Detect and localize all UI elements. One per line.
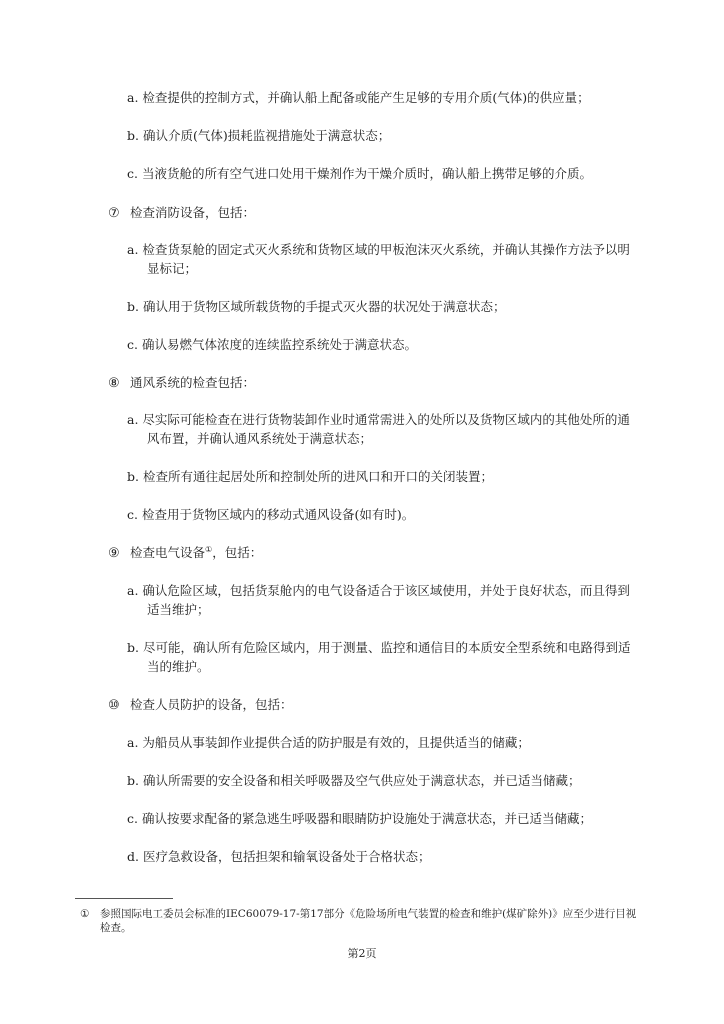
item-b: b. 检查所有通往起居处所和控制处所的进风口和开口的关闭装置； [127, 469, 493, 484]
section-number: ⑦ [108, 206, 120, 221]
item-a: a. 为船员从事装卸作业提供合适的防护服是有效的，且提供适当的储藏； [127, 735, 530, 750]
section-title: 通风系统的检查包括： [130, 375, 256, 390]
section-number: ⑧ [108, 376, 120, 391]
item-b-line2: 当的维护。 [147, 659, 210, 674]
section-title-tail: ，包括： [212, 545, 263, 560]
item-b: b. 确认介质(气体)损耗监视措施处于满意状态； [127, 128, 391, 143]
item-c: c. 检查用于货物区域内的移动式通风设备(如有时)。 [127, 507, 415, 522]
item-a-line2: 适当维护； [147, 602, 210, 617]
item-a-line2: 风布置，并确认通风系统处于满意状态； [147, 431, 373, 446]
section-number: ⑩ [108, 698, 120, 713]
item-a-line2: 显标记； [147, 261, 198, 276]
section-heading-10 [108, 697, 293, 713]
section-heading-8 [108, 375, 255, 391]
item-d: d. 医疗急救设备，包括担架和输氧设备处于合格状态； [127, 849, 431, 864]
footnote-reference: ① [205, 544, 213, 554]
item-a-line1: a. 确认危险区域，包括货泵舱内的电气设备适合于该区域使用，并处于良好状态，而且得到 [127, 583, 630, 598]
footnote-marker: ① [80, 908, 90, 920]
item-b: b. 确认所需要的安全设备和相关呼吸器及空气供应处于满意状态，并已适当储藏； [127, 773, 581, 788]
section-number: ⑨ [108, 546, 120, 561]
footnote-divider [75, 898, 173, 899]
item-c: c. 当液货舱的所有空气进口处用干燥剂作为干燥介质时，确认船上携带足够的介质。 [127, 166, 592, 181]
item-c: c. 确认易燃气体浓度的连续监控系统处于满意状态。 [127, 337, 417, 352]
section-title: 检查人员防护的设备，包括： [130, 697, 293, 712]
item-a-line1: a. 检查提供的控制方式，并确认船上配备或能产生足够的专用介质(气体)的供应量； [127, 90, 590, 105]
page-number: 第2页 [347, 947, 377, 960]
section-title: 检查电气设备 [130, 545, 206, 560]
section-heading-9 [108, 545, 262, 561]
item-a-line1: a. 检查货泵舱的固定式灭火系统和货物区域的甲板泡沫灭火系统，并确认其操作方法予以明 [127, 242, 630, 257]
item-b-line1: b. 尽可能，确认所有危险区域内，用于测量、监控和通信目的本质安全型系统和电路得到适 [127, 640, 631, 655]
footnote-text-line2: 检查。 [100, 922, 132, 934]
item-c: c. 确认按要求配备的紧急逃生呼吸器和眼睛防护设施处于满意状态，并已适当储藏； [127, 811, 592, 826]
section-heading-7 [108, 205, 255, 221]
item-b: b. 确认用于货物区域所载货物的手提式灭火器的状况处于满意状态； [127, 299, 506, 314]
item-a-line1: a. 尽实际可能检查在进行货物装卸作业时通常需进入的处所以及货物区域内的其他处所的通 [127, 412, 630, 427]
footnote-text-line1: 参照国际电工委员会标准的IEC60079-17-第17部分《危险场所电气装置的检查和维护(煤矿除外)》应至少进行目视 [100, 908, 637, 920]
section-title: 检查消防设备，包括： [130, 205, 256, 220]
